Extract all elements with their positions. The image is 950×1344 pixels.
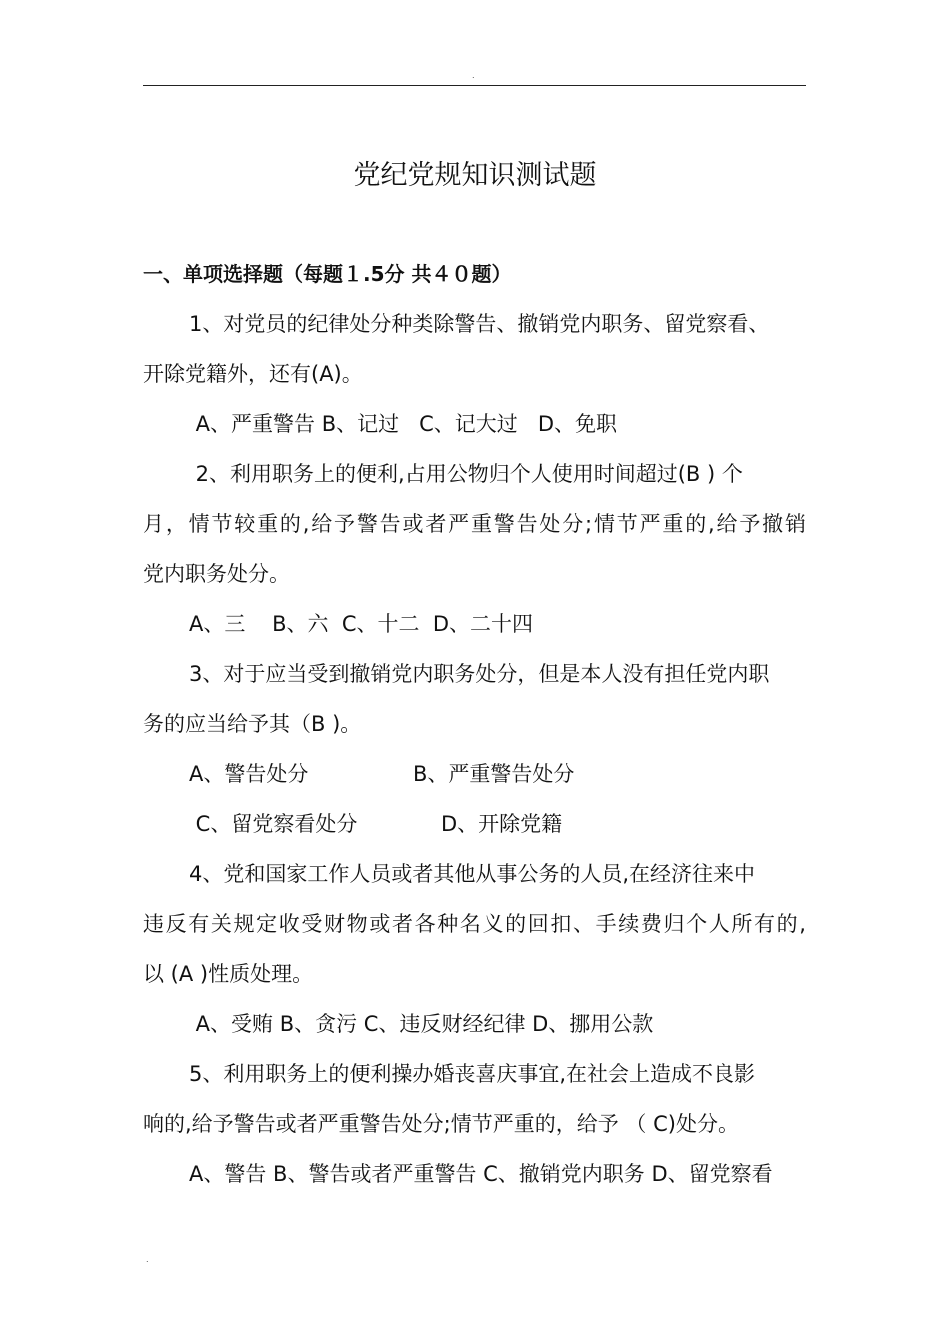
question-2-line-1: 2、利用职务上的便利,占用公物归个人使用时间超过(B ) 个 [189,462,743,486]
section-heading: 一、单项选择题（每题１.5分 共４０题） [143,262,512,286]
question-4-options: A、受贿 B、贪污 C、违反财经纪律 D、挪用公款 [189,1012,654,1036]
question-4-line-2: 违反有关规定收受财物或者各种名义的回扣、手续费归个人所有的, [143,912,806,936]
question-3-option-a: A、警告处分 [189,762,309,786]
question-3-option-d: D、开除党籍 [441,812,563,836]
question-2-line-3: 党内职务处分。 [143,562,290,586]
question-5-line-1: 5、利用职务上的便利操办婚丧喜庆事宜,在社会上造成不良影 [189,1062,756,1086]
header-mark: . [472,71,475,80]
question-2-line-2: 月，情节较重的,给予警告或者严重警告处分;情节严重的,给予撤销 [143,512,806,536]
question-3-option-c: C、留党察看处分 [189,812,358,836]
header-rule [143,85,806,86]
question-2-options: A、三 B、六 C、十二 D、二十四 [189,612,534,636]
question-1-line-1: 1、对党员的纪律处分种类除警告、撤销党内职务、留党察看、 [189,312,770,336]
page-title: 党纪党规知识测试题 [353,160,597,191]
question-1-options: A、严重警告 B、记过 C、记大过 D、免职 [189,412,618,436]
question-3-line-2: 务的应当给予其（B )。 [143,712,362,736]
question-5-options: A、警告 B、警告或者严重警告 C、撤销党内职务 D、留党察看 [189,1162,773,1186]
question-3-option-b: B、严重警告处分 [413,762,575,786]
footer-mark: . [146,1255,149,1264]
question-3-line-1: 3、对于应当受到撤销党内职务处分，但是本人没有担任党内职 [189,662,770,686]
question-1-line-2: 开除党籍外，还有(A)。 [143,362,363,386]
question-4-line-1: 4、党和国家工作人员或者其他从事公务的人员,在经济往来中 [189,862,756,886]
question-5-line-2: 响的,给予警告或者严重警告处分;情节严重的，给予 （ C)处分。 [143,1112,739,1136]
question-4-line-3: 以 (A )性质处理。 [143,962,314,986]
